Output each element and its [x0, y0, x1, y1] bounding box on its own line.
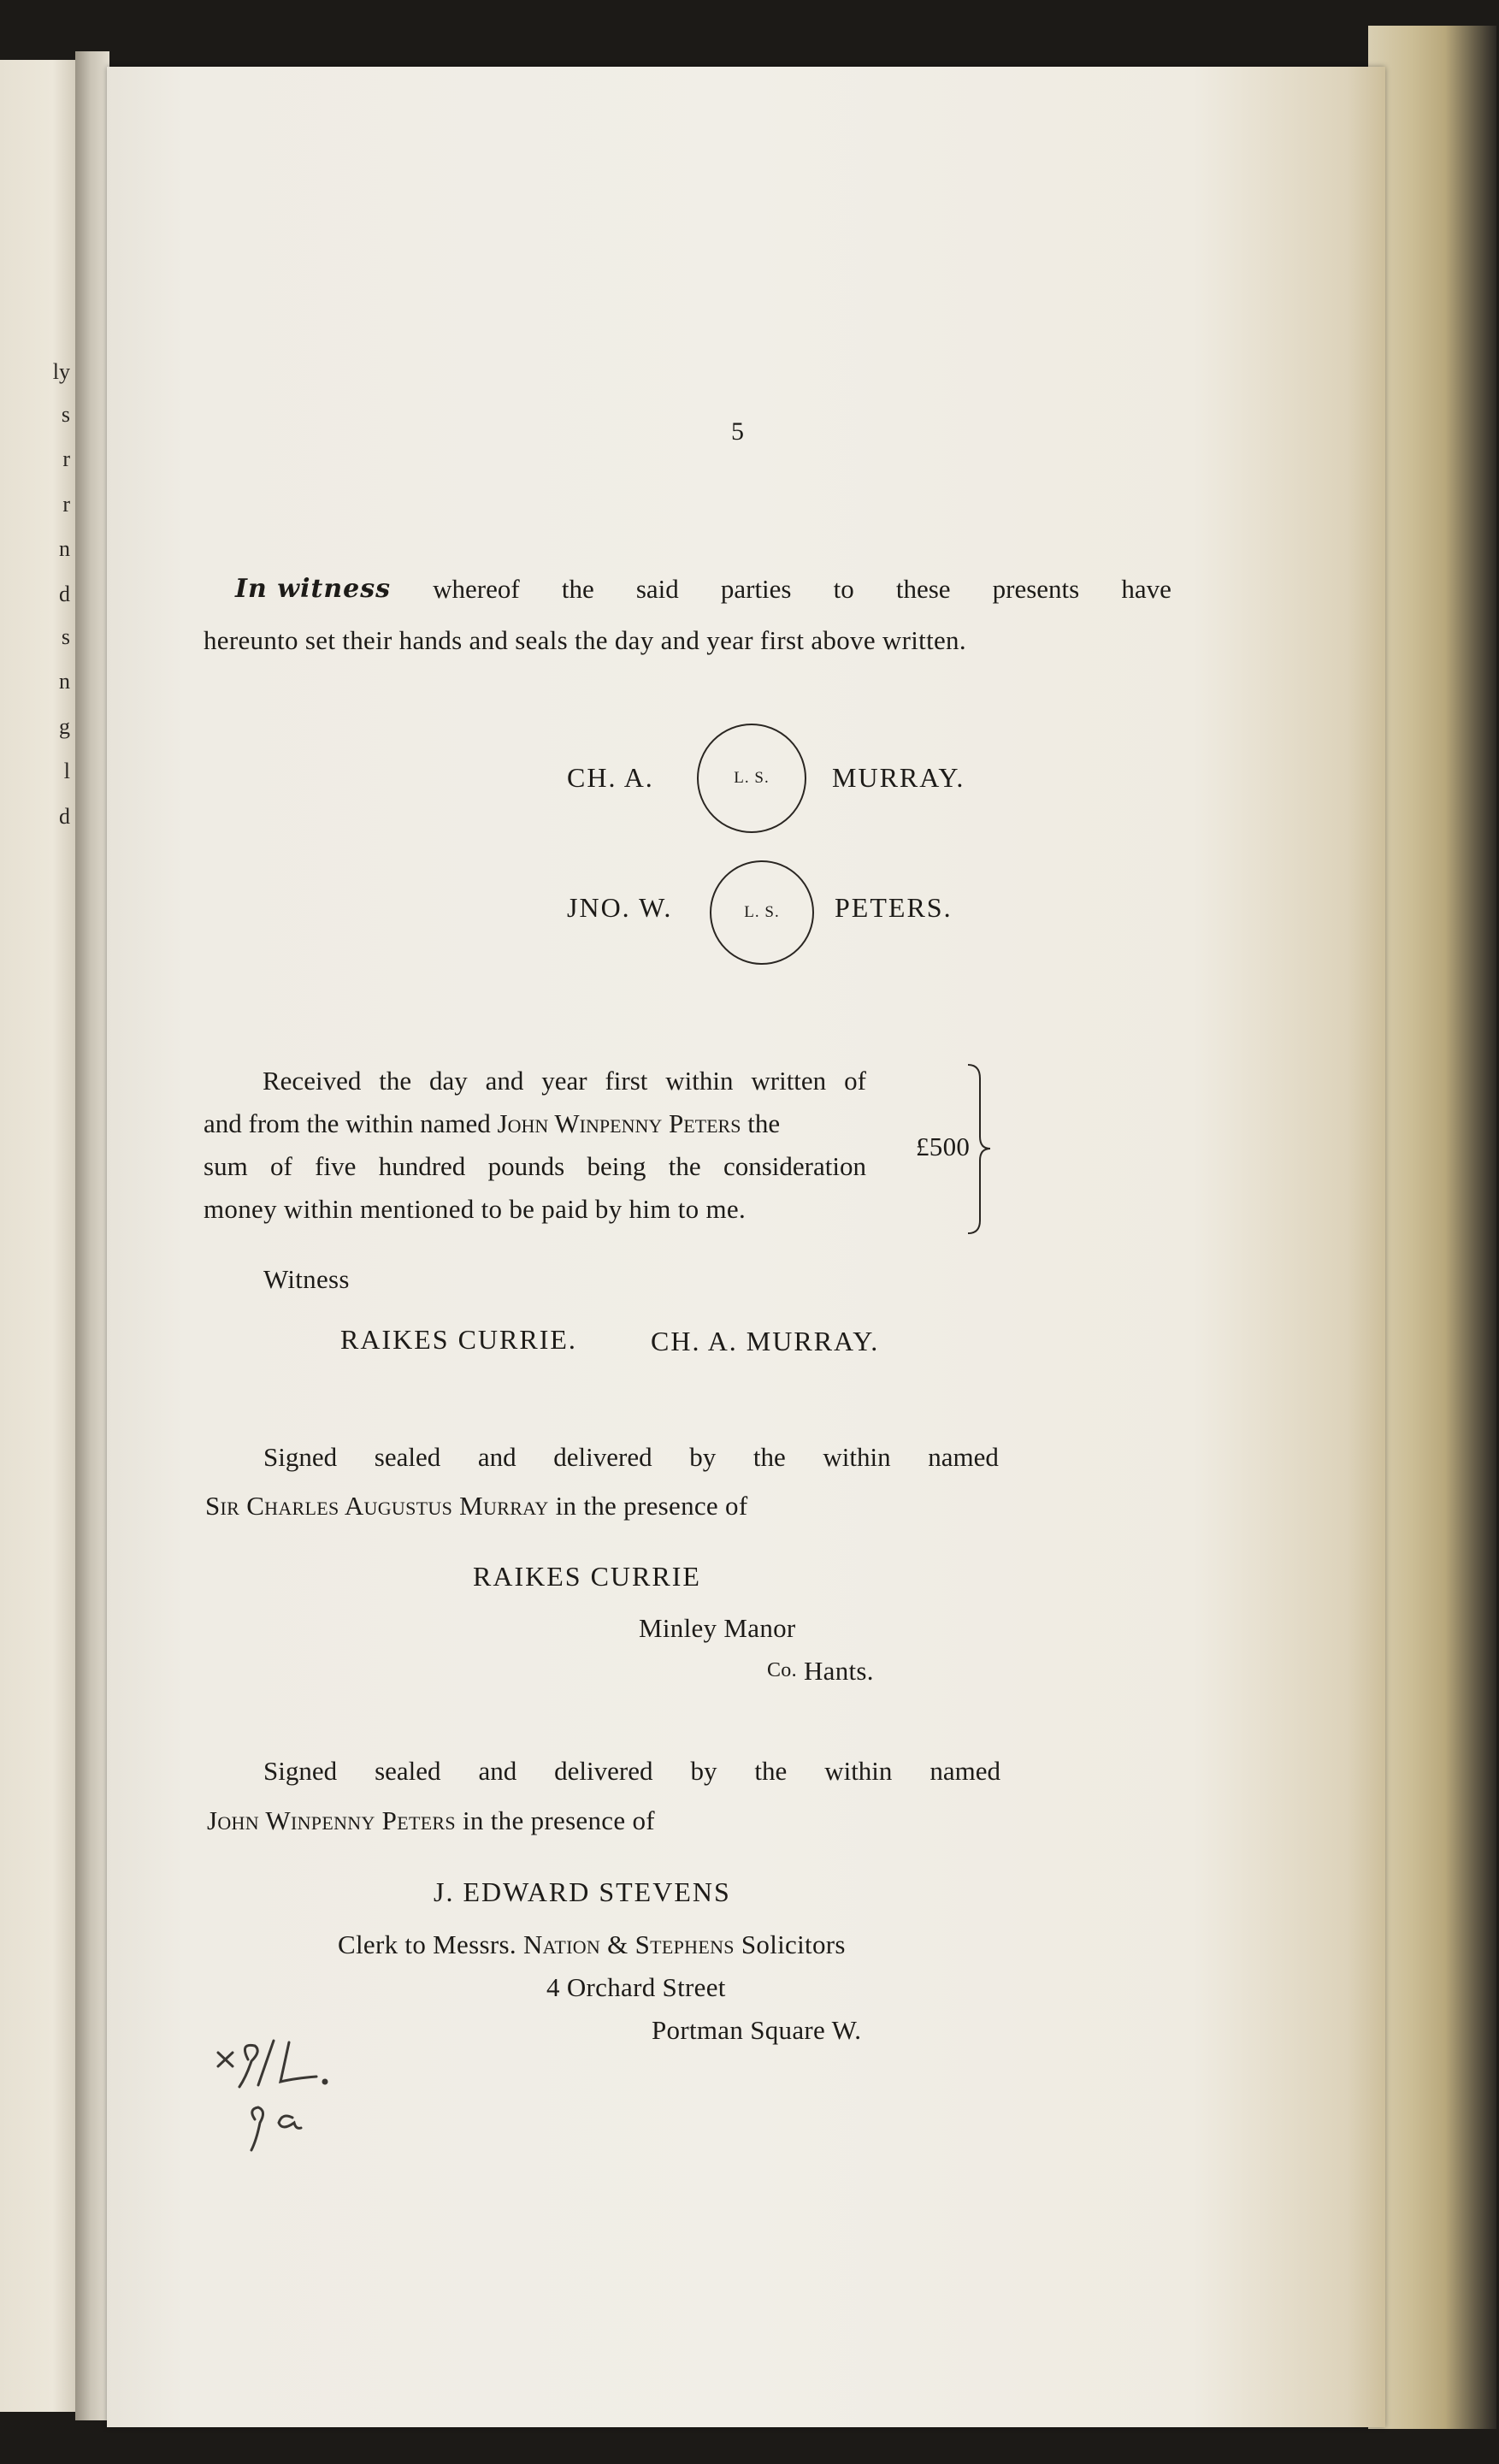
page-stack-edge: [1368, 26, 1496, 2429]
attestation1-party-name: Sir Charles Augustus Murray: [205, 1491, 549, 1521]
witness-clause-line1: In witness whereof the said parties to these presents have: [235, 574, 1171, 604]
receipt-line3: sum of five hundred pounds being the consideration: [204, 1151, 866, 1181]
attestation2-address2: Portman Square W.: [652, 2015, 862, 2045]
left-fragment: g: [59, 714, 70, 739]
left-fragment: d: [59, 804, 70, 829]
receipt-line4: money within mentioned to be paid by him to me.: [204, 1194, 747, 1224]
attestation1-line1: Signed sealed and delivered by the within named: [263, 1442, 999, 1472]
left-fragment: s: [61, 624, 70, 649]
seal-peters: L. S.: [710, 860, 814, 965]
handwritten-note: [214, 2034, 376, 2154]
attestation2-witness: J. EDWARD STEVENS: [434, 1876, 731, 1907]
signature-last-peters: PETERS.: [835, 892, 953, 923]
left-fragment: r: [62, 446, 70, 471]
witness-label: Witness: [263, 1264, 350, 1294]
attestation1-witness: RAIKES CURRIE: [473, 1561, 701, 1592]
document-page: [107, 67, 1385, 2427]
attestation2-line1: Signed sealed and delivered by the within named: [263, 1756, 1000, 1786]
attestation1-address2: Co. Hants.: [767, 1656, 874, 1686]
attestation2-party-name: John Winpenny Peters: [207, 1805, 456, 1835]
attestation2-line2: John Winpenny Peters in the presence of: [207, 1805, 655, 1835]
signature-first-murray: CH. A.: [567, 762, 654, 793]
left-fragment: d: [59, 582, 70, 606]
receipt-payer-name: John Winpenny Peters: [497, 1108, 741, 1138]
seal-murray: L. S.: [697, 724, 806, 833]
left-fragment: r: [62, 492, 70, 517]
witness-clause-lead: In witness: [235, 574, 392, 604]
signature-last-murray: MURRAY.: [832, 762, 965, 793]
witness-clause-line2: hereunto set their hands and seals the day and year first above written.: [204, 625, 966, 655]
page-number: 5: [731, 417, 745, 446]
receipt-line2: and from the within named John Winpenny Peters the: [204, 1108, 781, 1138]
solicitor-firm: Nation & Stephens: [522, 1929, 735, 1959]
left-fragment: s: [61, 402, 70, 427]
receipt-amount: £500: [916, 1132, 971, 1161]
attestation2-address1: 4 Orchard Street: [546, 1972, 726, 2002]
witness-name-murray: CH. A. MURRAY.: [651, 1326, 880, 1356]
witness-name-currie: RAIKES CURRIE.: [340, 1324, 577, 1355]
binding-gutter: [75, 51, 109, 2420]
attestation1-line2: Sir Charles Augustus Murray in the presence of: [205, 1491, 748, 1521]
receipt-line1: Received the day and year first within written of: [263, 1066, 866, 1096]
left-fragment: ly: [52, 359, 70, 384]
attestation1-address1: Minley Manor: [639, 1613, 796, 1643]
left-fragment: n: [59, 536, 70, 561]
left-fragment: n: [59, 669, 70, 694]
signature-first-peters: JNO. W.: [567, 892, 673, 923]
attestation2-clerk-line: Clerk to Messrs. Nation & Stephens Solicitors: [338, 1929, 846, 1959]
left-page-edge: [0, 60, 75, 2412]
left-fragment: l: [63, 759, 70, 783]
